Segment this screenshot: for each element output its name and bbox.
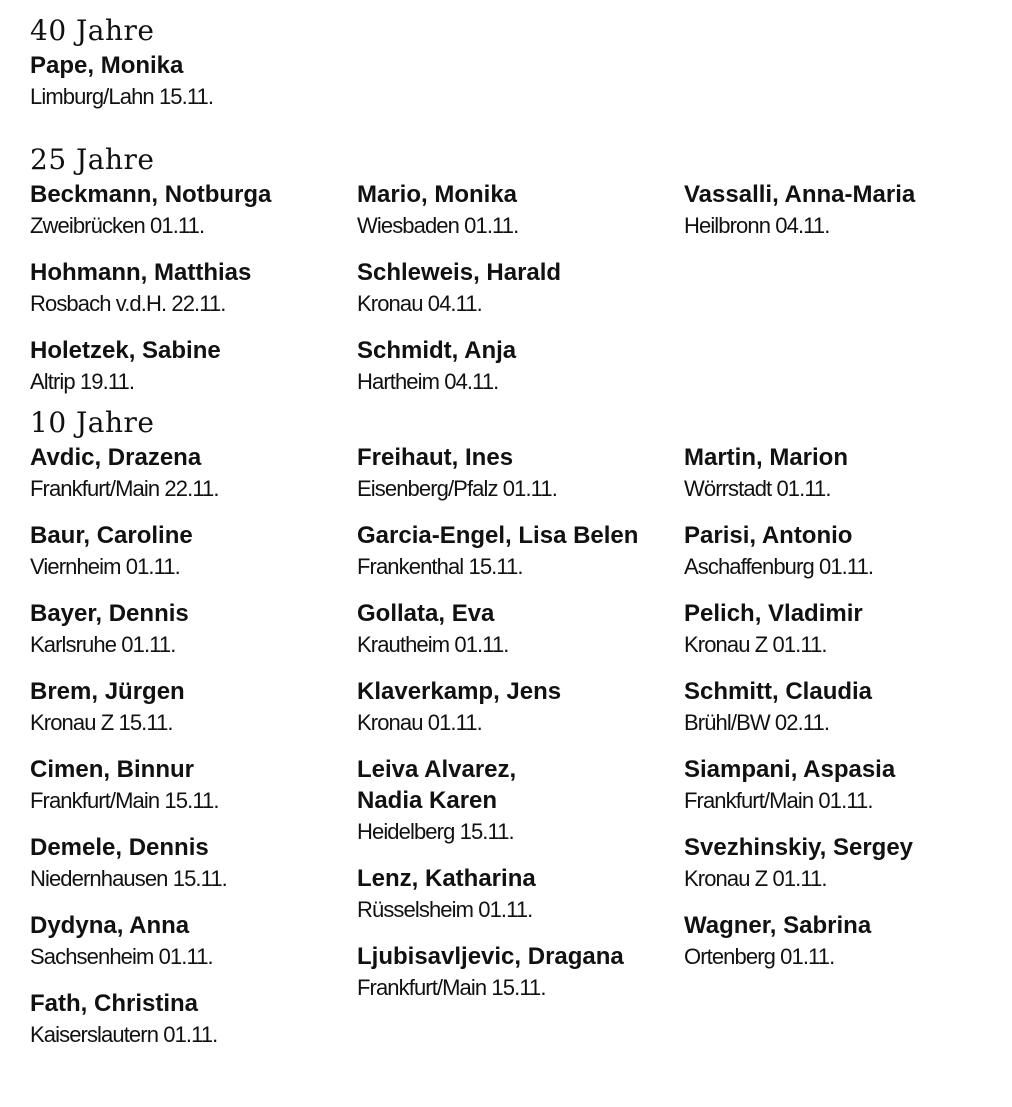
person-name: Gollata, Eva	[357, 600, 495, 627]
column-3	[684, 442, 990, 1066]
section-10-years	[30, 404, 990, 1066]
person-name: Leiva Alvarez,	[357, 756, 517, 783]
location-date: Krautheim 01.11.	[357, 632, 509, 657]
person-name: Vassalli, Anna-Maria	[684, 181, 916, 208]
person-name: Freihaut, Ines	[357, 444, 514, 471]
location-date: Frankfurt/Main 22.11.	[30, 476, 219, 501]
section-title: 10 Jahre	[30, 406, 155, 439]
section-40-years	[30, 12, 990, 137]
person-name: Dydyna, Anna	[30, 912, 190, 939]
location-date: Kronau Z 01.11.	[684, 632, 827, 657]
location-date: Hartheim 04.11.	[357, 369, 499, 394]
person-name: Wagner, Sabrina	[684, 912, 872, 939]
person-name: Pape, Monika	[30, 52, 184, 79]
column-1	[30, 442, 357, 1066]
list-item	[30, 598, 357, 661]
list-item	[357, 941, 684, 1004]
location-date: Eisenberg/Pfalz 01.11.	[357, 476, 557, 501]
person-name: Lenz, Katharina	[357, 865, 536, 892]
person-name: Garcia-Engel, Lisa Belen	[357, 522, 639, 549]
column-2	[357, 50, 684, 137]
person-name: Parisi, Antonio	[684, 522, 853, 549]
person-name: Klaverkamp, Jens	[357, 678, 562, 705]
location-date: Rosbach v.d.H. 22.11.	[30, 291, 226, 316]
location-date: Altrip 19.11.	[30, 369, 135, 394]
list-item	[30, 442, 357, 505]
list-item	[30, 257, 357, 320]
location-date: Rüsselsheim 01.11.	[357, 897, 533, 922]
location-date: Viernheim 01.11.	[30, 554, 180, 579]
person-name: Baur, Caroline	[30, 522, 193, 549]
location-date: Niedernhausen 15.11.	[30, 866, 227, 891]
person-name: Schleweis, Harald	[357, 259, 562, 286]
person-name-continued: Nadia Karen	[357, 787, 498, 814]
location-date: Ortenberg 01.11.	[684, 944, 835, 969]
location-date: Kronau Z 15.11.	[30, 710, 173, 735]
list-item	[684, 520, 990, 583]
location-date: Frankfurt/Main 01.11.	[684, 788, 873, 813]
person-name: Holetzek, Sabine	[30, 337, 221, 364]
list-item	[357, 257, 684, 320]
list-item	[684, 598, 990, 661]
list-item	[684, 832, 990, 895]
list-item	[30, 832, 357, 895]
section-title: 25 Jahre	[30, 143, 155, 176]
list-item	[30, 335, 357, 398]
location-date: Aschaffenburg 01.11.	[684, 554, 874, 579]
column-1	[30, 50, 357, 137]
list-item	[357, 520, 684, 583]
person-name: Svezhinskiy, Sergey	[684, 834, 914, 861]
location-date: Heidelberg 15.11.	[357, 819, 514, 844]
column-2	[357, 442, 684, 1066]
location-date: Frankfurt/Main 15.11.	[30, 788, 219, 813]
location-date: Kronau 04.11.	[357, 291, 482, 316]
location-date: Brühl/BW 02.11.	[684, 710, 830, 735]
location-date: Heilbronn 04.11.	[684, 213, 830, 238]
location-date: Wörrstadt 01.11.	[684, 476, 831, 501]
location-date: Sachsenheim 01.11.	[30, 944, 213, 969]
location-date: Kaiserslautern 01.11.	[30, 1022, 218, 1047]
entry-grid	[30, 442, 990, 1066]
location-date: Kronau Z 01.11.	[684, 866, 827, 891]
list-item	[357, 442, 684, 505]
list-item	[30, 676, 357, 739]
location-date: Limburg/Lahn 15.11.	[30, 84, 214, 109]
location-date: Zweibrücken 01.11.	[30, 213, 205, 238]
person-name: Ljubisavljevic, Dragana	[357, 943, 624, 970]
list-item	[684, 442, 990, 505]
person-name: Brem, Jürgen	[30, 678, 185, 705]
location-date: Karlsruhe 01.11.	[30, 632, 176, 657]
entry-grid	[30, 179, 990, 404]
list-item	[357, 179, 684, 242]
list-item	[30, 179, 357, 242]
person-name: Cimen, Binnur	[30, 756, 195, 783]
person-name: Bayer, Dennis	[30, 600, 189, 627]
list-item	[30, 520, 357, 583]
person-name: Schmidt, Anja	[357, 337, 517, 364]
location-date: Wiesbaden 01.11.	[357, 213, 519, 238]
person-name: Schmitt, Claudia	[684, 678, 873, 705]
list-item	[30, 988, 357, 1051]
column-1	[30, 179, 357, 404]
column-3	[684, 179, 990, 404]
list-item	[357, 676, 684, 739]
list-item	[30, 50, 357, 113]
person-name: Avdic, Drazena	[30, 444, 202, 471]
person-name: Hohmann, Matthias	[30, 259, 252, 286]
list-item	[684, 754, 990, 817]
entry-grid	[30, 50, 990, 137]
column-2	[357, 179, 684, 404]
person-name: Demele, Dennis	[30, 834, 209, 861]
list-item	[357, 754, 684, 848]
location-date: Kronau 01.11.	[357, 710, 482, 735]
location-date: Frankenthal 15.11.	[357, 554, 523, 579]
section-25-years	[30, 141, 990, 404]
person-name: Pelich, Vladimir	[684, 600, 863, 627]
person-name: Martin, Marion	[684, 444, 849, 471]
anniversary-list	[30, 12, 990, 1066]
list-item	[684, 179, 990, 242]
list-item	[357, 335, 684, 398]
list-item	[30, 910, 357, 973]
person-name: Mario, Monika	[357, 181, 518, 208]
section-title: 40 Jahre	[30, 14, 155, 47]
person-name: Siampani, Aspasia	[684, 756, 896, 783]
list-item	[357, 598, 684, 661]
list-item	[684, 676, 990, 739]
location-date: Frankfurt/Main 15.11.	[357, 975, 546, 1000]
list-item	[357, 863, 684, 926]
person-name: Fath, Christina	[30, 990, 199, 1017]
list-item	[684, 910, 990, 973]
person-name: Beckmann, Notburga	[30, 181, 272, 208]
list-item	[30, 754, 357, 817]
column-3	[684, 50, 990, 137]
